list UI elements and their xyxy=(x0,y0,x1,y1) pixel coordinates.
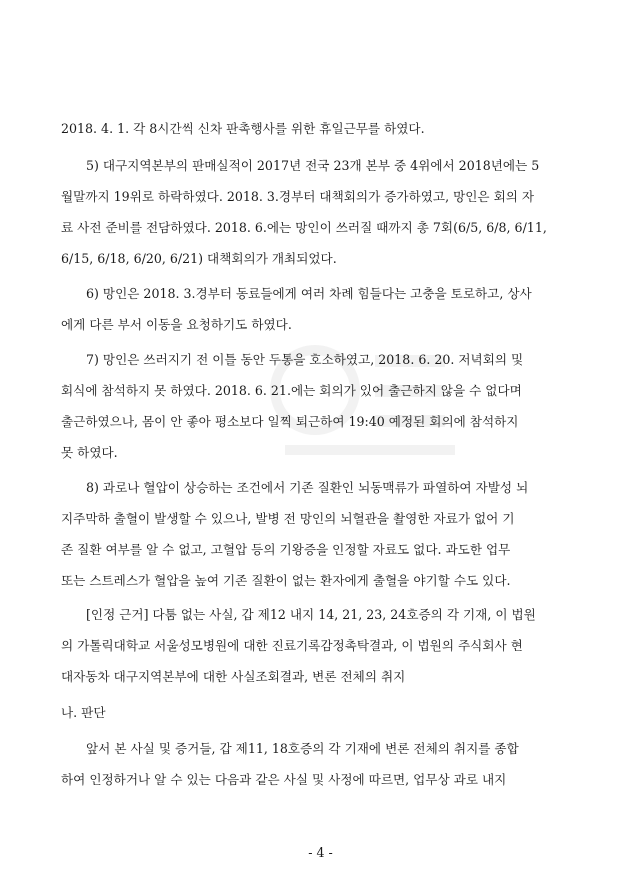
text-line: 존 질환 여부를 알 수 없고, 고혈압 등의 기왕증을 인정할 자료도 없다. 과도한 업무 xyxy=(61,542,511,557)
text-line: 대자동차 대구지역본부에 대한 사실조회결과, 변론 전체의 취지 xyxy=(61,669,406,684)
page-number: - 4 - xyxy=(308,845,333,860)
text-line: 2018. 4. 1. 각 8시간씩 신차 판촉행사를 위한 휴일근무를 하였다. xyxy=(61,121,425,136)
text-line: 에게 다른 부서 이동을 요청하기도 하였다. xyxy=(61,317,292,332)
text-line: 료 사전 준비를 전담하였다. 2018. 6.에는 망인이 쓰러질 때까지 총 7회(6/5, 6/8, 6/11, xyxy=(61,220,547,235)
text-line: [인정 근거] 다툼 없는 사실, 갑 제12 내지 14, 21, 23, 24호증의 각 기재, 이 법원 xyxy=(86,607,536,622)
text-line: 앞서 본 사실 및 증거들, 갑 제11, 18호증의 각 기재에 변론 전체의 취지를 종합 xyxy=(86,741,519,756)
text-line: 월말까지 19위로 하락하였다. 2018. 3.경부터 대책회의가 증가하였고, 망인은 회의 자 xyxy=(61,189,535,204)
text-line: 5) 대구지역본부의 판매실적이 2017년 전국 23개 본부 중 4위에서 2018년에는 5 xyxy=(86,158,540,173)
text-line: 8) 과로나 혈압이 상승하는 조건에서 기존 질환인 뇌동맥류가 파열하여 자발성 뇌 xyxy=(86,480,529,495)
text-line: 출근하였으나, 몸이 안 좋아 평소보다 일찍 퇴근하여 19:40 예정된 회의에 참석하지 xyxy=(61,414,519,429)
text-line: 6/15, 6/18, 6/20, 6/21) 대책회의가 개최되었다. xyxy=(61,251,337,266)
text-line: 회식에 참석하지 못 하였다. 2018. 6. 21.에는 회의가 있어 출근하지 않을 수 없다며 xyxy=(61,383,522,398)
text-line: 하여 인정하거나 알 수 있는 다음과 같은 사실 및 사정에 따르면, 업무상 과로 내지 xyxy=(61,772,507,787)
text-line: 6) 망인은 2018. 3.경부터 동료들에게 여러 차례 힘들다는 고충을 토로하고, 상사 xyxy=(86,286,532,301)
text-line: 의 가톨릭대학교 서울성모병원에 대한 진료기록감정촉탁결과, 이 법원의 주식회사 현 xyxy=(61,638,523,653)
text-line: 또는 스트레스가 혈압을 높여 기존 질환이 없는 환자에게 출혈을 야기할 수도 있다. xyxy=(61,573,511,588)
section-heading: 나. 판단 xyxy=(61,705,106,720)
text-line: 지주막하 출혈이 발생할 수 있으나, 발병 전 망인의 뇌혈관을 촬영한 자료가 없어 기 xyxy=(61,511,515,526)
text-line: 7) 망인은 쓰러지기 전 이틀 동안 두통을 호소하였고, 2018. 6. 20. 저녁회의 및 xyxy=(86,352,524,367)
text-line: 못 하였다. xyxy=(61,445,118,460)
court-watermark-logo xyxy=(255,330,475,470)
